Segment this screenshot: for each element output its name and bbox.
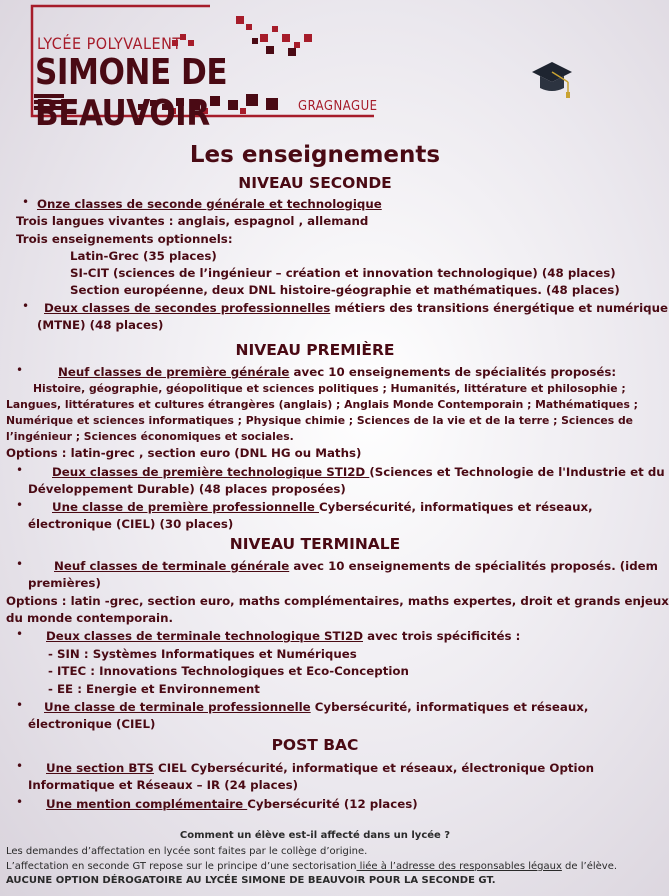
footer-line-2 — [6, 861, 617, 872]
postbac-mc — [46, 796, 418, 812]
postbac-mc-link: Une mention complémentaire — [46, 797, 248, 811]
bullet: • — [16, 627, 24, 641]
seconde-option-euro: Section européenne, deux DNL histoire-géographie et mathématiques. (48 places) — [70, 283, 620, 297]
bullet: • — [16, 698, 24, 712]
logo-line-3: GRAGNAGUE — [298, 99, 378, 114]
terminale-sin: - SIN : Systèmes Informatiques et Numériques — [48, 647, 357, 661]
postbac-bts-line2: Informatique et Réseaux – IR (24 places) — [28, 778, 299, 792]
bullet: • — [16, 363, 24, 377]
footer-line-2-b: de l’élève. — [561, 861, 618, 872]
heading-seconde: NIVEAU SECONDE — [238, 174, 392, 192]
seconde-gt-classes: Onze classes de seconde générale et technologique — [37, 197, 382, 211]
bullet: • — [16, 557, 24, 571]
footer-question: Comment un élève est-il affecté dans un lycée ? — [179, 830, 451, 841]
premiere-sti2d — [52, 464, 665, 480]
premiere-spe-3: Numérique et sciences informatiques ; Physique chimie ; Sciences de la vie et de la terre ; Sciences de — [6, 414, 633, 427]
terminale-ee: - EE : Energie et Environnement — [48, 682, 260, 696]
footer-line-2-link: liée à l’adresse des responsables légaux — [356, 861, 562, 872]
terminale-sti2d — [46, 628, 520, 644]
seconde-pro — [44, 300, 668, 316]
graduation-cap-icon — [528, 56, 574, 100]
bullet: • — [16, 498, 24, 512]
terminale-pro-rest: Cybersécurité, informatiques et réseaux, — [310, 700, 589, 714]
bullet: • — [16, 759, 24, 773]
postbac-bts-rest: CIEL Cybersécurité, informatique et réseaux, électronique Option — [153, 761, 595, 775]
logo-line-2: SIMONE DE BEAUVOIR — [35, 52, 228, 134]
premiere-spe-4: l’ingénieur ; Sciences économiques et sociales. — [6, 430, 294, 443]
school-logo — [30, 4, 382, 134]
heading-premiere: NIVEAU PREMIÈRE — [235, 341, 395, 359]
seconde-option-latin: Latin-Grec (35 places) — [70, 249, 217, 263]
terminale-itec: - ITEC : Innovations Technologiques et Eco-Conception — [48, 664, 409, 678]
seconde-pro-link: Deux classes de secondes professionnelles — [44, 301, 331, 315]
bullet: • — [22, 195, 30, 209]
premiere-sti2d-line2: Développement Durable) (48 places proposées) — [28, 482, 346, 496]
premiere-pro-rest: Cybersécurité, informatiques et réseaux, — [319, 500, 593, 514]
postbac-mc-rest: Cybersécurité (12 places) — [247, 797, 418, 811]
terminale-pro-line2: électronique (CIEL) — [28, 717, 156, 731]
premiere-options: Options : latin-grec , section euro (DNL HG ou Maths) — [6, 446, 362, 460]
footer-line-3: AUCUNE OPTION DÉROGATOIRE AU LYCÉE SIMONE DE BEAUVOIR POUR LA SECONDE GT. — [6, 875, 496, 886]
premiere-sti2d-rest: (Sciences et Technologie de l'Industrie et du — [369, 465, 665, 479]
bullet: • — [16, 795, 24, 809]
terminale-generale-link: Neuf classes de terminale générale — [54, 559, 290, 573]
terminale-pro — [44, 699, 588, 715]
terminale-generale — [54, 558, 658, 574]
seconde-options-title: Trois enseignements optionnels: — [16, 232, 233, 246]
terminale-options-2: du monde contemporain. — [6, 611, 173, 625]
postbac-bts — [46, 760, 594, 776]
seconde-langues: Trois langues vivantes : anglais, espagnol , allemand — [16, 214, 369, 228]
logo-line-1: LYCÉE POLYVALENT — [37, 34, 182, 53]
terminale-sti2d-rest: avec trois spécificités : — [363, 629, 521, 643]
premiere-pro — [52, 499, 593, 515]
premiere-generale-link: Neuf classes de première générale — [58, 365, 290, 379]
premiere-generale-rest: avec 10 enseignements de spécialités proposés: — [289, 365, 617, 379]
premiere-generale — [58, 364, 616, 380]
heading-postbac: POST BAC — [271, 736, 359, 754]
premiere-pro-line2: électronique (CIEL) (30 places) — [28, 517, 234, 531]
seconde-pro-line2: (MTNE) (48 places) — [37, 318, 164, 332]
bullet: • — [16, 463, 24, 477]
footer-line-1: Les demandes d’affectation en lycée sont faites par le collège d’origine. — [6, 846, 368, 857]
terminale-pro-link: Une classe de terminale professionnelle — [44, 700, 311, 714]
premiere-pro-link: Une classe de première professionnelle — [52, 500, 319, 514]
seconde-pro-rest: métiers des transitions énergétique et numérique — [330, 301, 668, 315]
terminale-options-1: Options : latin -grec, section euro, maths complémentaires, maths expertes, droit et grands enjeux — [6, 594, 669, 608]
terminale-generale-rest: avec 10 enseignements de spécialités proposés. (idem — [289, 559, 658, 573]
terminale-sti2d-link: Deux classes de terminale technologique STI2D — [46, 629, 363, 643]
postbac-bts-link: Une section BTS — [46, 761, 154, 775]
heading-terminale: NIVEAU TERMINALE — [229, 535, 401, 553]
terminale-generale-line2: premières) — [28, 576, 101, 590]
bullet: • — [22, 299, 30, 313]
premiere-sti2d-link: Deux classes de première technologique STI2D — [52, 465, 370, 479]
page-title: Les enseignements — [189, 142, 441, 168]
seconde-option-si: SI-CIT (sciences de l’ingénieur – création et innovation technologique) (48 places) — [70, 266, 616, 280]
premiere-spe-1: Histoire, géographie, géopolitique et sciences politiques ; Humanités, littérature et philosophie ; — [33, 382, 626, 395]
premiere-spe-2: Langues, littératures et cultures étrangères (anglais) ; Anglais Monde Contemporain ; Mathématiques ; — [6, 398, 638, 411]
footer-line-2-a: L’affectation en seconde GT repose sur le principe d’une sectorisation — [6, 861, 357, 872]
